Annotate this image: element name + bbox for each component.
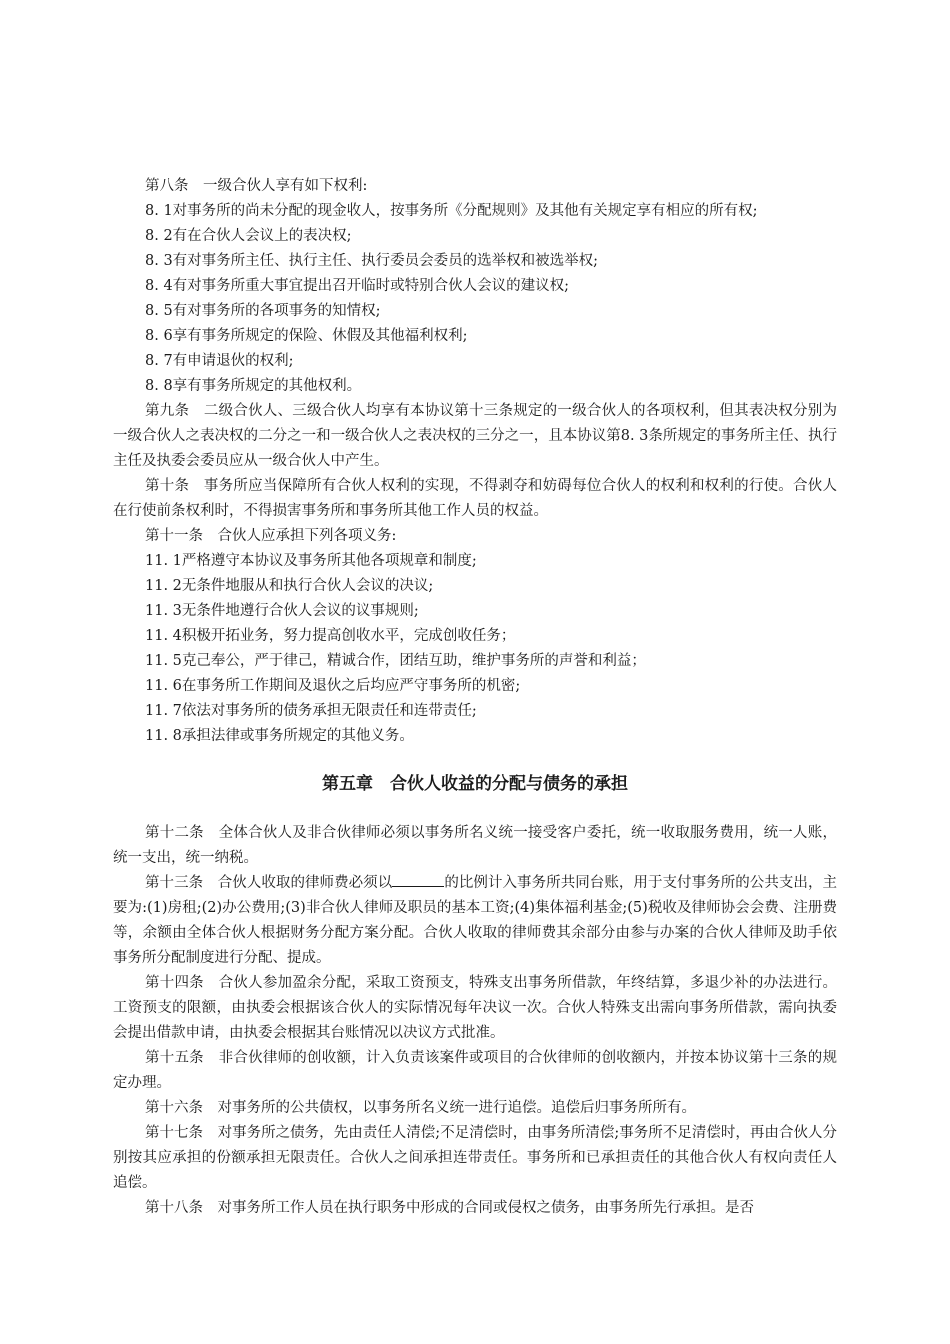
article-13-text-before: 第十三条 合伙人收取的律师费必须以 (145, 875, 393, 891)
article-8-item: 8. 2有在合伙人会议上的表决权; (145, 228, 352, 244)
article-9: 第九条 二级合伙人、三级合伙人均享有本协议第十三条规定的一级合伙人的各项权利，但其表决权分别为一级合伙人之表决权的二分之一和一级合伙人之表决权的三分之一，且本协议第8. 3条所规定的事务所主任、执行主任及执委会委员应从一级合伙人中产生。 (113, 403, 837, 469)
chapter-5-title: 第五章 合伙人收益的分配与债务的承担 (322, 774, 628, 794)
article-12: 第十二条 全体合伙人及非合伙律师必须以事务所名义统一接受客户委托，统一收取服务费用，统一人账，统一支出，统一纳税。 (113, 825, 837, 866)
article-11-item: 11. 4积极开拓业务，努力提高创收水平，完成创收任务； (145, 628, 516, 644)
article-11-item: 11. 6在事务所工作期间及退伙之后均应严守事务所的机密; (145, 678, 521, 694)
article-17: 第十七条 对事务所之债务，先由责任人清偿;不足清偿时，由事务所清偿;事务所不足清偿时，再由合伙人分别按其应承担的份额承担无限责任。合伙人之间承担连带责任。事务所和已承担责任的其他合伙人有权向责任人追偿。 (113, 1125, 837, 1191)
article-15: 第十五条 非合伙律师的创收额，计入负责该案件或项目的合伙律师的创收额内，并按本协议第十三条的规定办理。 (113, 1050, 837, 1091)
article-11-item: 11. 5克己奉公，严于律己，精诚合作，团结互助，维护事务所的声誉和利益； (145, 653, 646, 669)
article-11-item: 11. 7依法对事务所的债务承担无限责任和连带责任; (145, 703, 477, 719)
article-8-item: 8. 7有申请退伙的权利; (145, 353, 294, 369)
article-8-heading: 第八条 一级合伙人享有如下权利: (145, 178, 368, 194)
article-14: 第十四条 合伙人参加盈余分配，采取工资预支，特殊支出事务所借款，年终结算，多退少补的办法进行。工资预支的限额，由执委会根据该合伙人的实际情况每年决议一次。合伙人特殊支出需向事务所借款，需向执委会提出借款申请，由执委会根据其台账情况以决议方式批准。 (113, 975, 837, 1041)
article-11-item: 11. 3无条件地遵行合伙人会议的议事规则; (145, 603, 419, 619)
document-body (113, 174, 837, 1221)
article-18: 第十八条 对事务所工作人员在执行职务中形成的合同或侵权之债务，由事务所先行承担。是否 (145, 1200, 754, 1216)
article-11-item: 11. 8承担法律或事务所规定的其他义务。 (145, 728, 414, 744)
article-8-item: 8. 8享有事务所规定的其他权利。 (145, 378, 362, 394)
article-11-item: 11. 1严格遵守本协议及事务所其他各项规章和制度; (145, 553, 477, 569)
article-16: 第十六条 对事务所的公共债权，以事务所名义统一进行追偿。追偿后归事务所所有。 (145, 1100, 696, 1116)
article-8-item: 8. 1对事务所的尚未分配的现金收人，按事务所《分配规则》及其他有关规定享有相应的所有权; (145, 203, 758, 219)
article-13 (113, 871, 837, 971)
article-8-item: 8. 5有对事务所的各项事务的知情权; (145, 303, 381, 319)
article-11-heading: 第十一条 合伙人应承担下列各项义务: (145, 528, 397, 544)
article-8-item: 8. 4有对事务所重大事宜提出召开临时或特别合伙人会议的建议权; (145, 278, 570, 294)
fill-in-blank (392, 872, 444, 887)
article-11-item: 11. 2无条件地服从和执行合伙人会议的决议; (145, 578, 434, 594)
article-10: 第十条 事务所应当保障所有合伙人权利的实现，不得剥夺和妨碍每位合伙人的权利和权利的行使。合伙人在行使前条权利时，不得损害事务所和事务所其他工作人员的权益。 (113, 478, 837, 519)
article-8-item: 8. 6享有事务所规定的保险、休假及其他福利权利; (145, 328, 468, 344)
article-13-text-after: 的比例计入事务所共同台账，用于支付事务所的公共支出，主要为:(1)房租;(2)办公费用;(3)非合伙人律师及职员的基本工资;(4)集体福利基金;(5)税收及律师协会会费、注册费等，余额由全体合伙人根据财务分配方案分配。合伙人收取的律师费其余部分由参与办案的合伙人律师及助手依事务所分配制度进行分配、提成。 (113, 875, 838, 966)
article-8-item: 8. 3有对事务所主任、执行主任、执行委员会委员的选举权和被选举权; (145, 253, 599, 269)
